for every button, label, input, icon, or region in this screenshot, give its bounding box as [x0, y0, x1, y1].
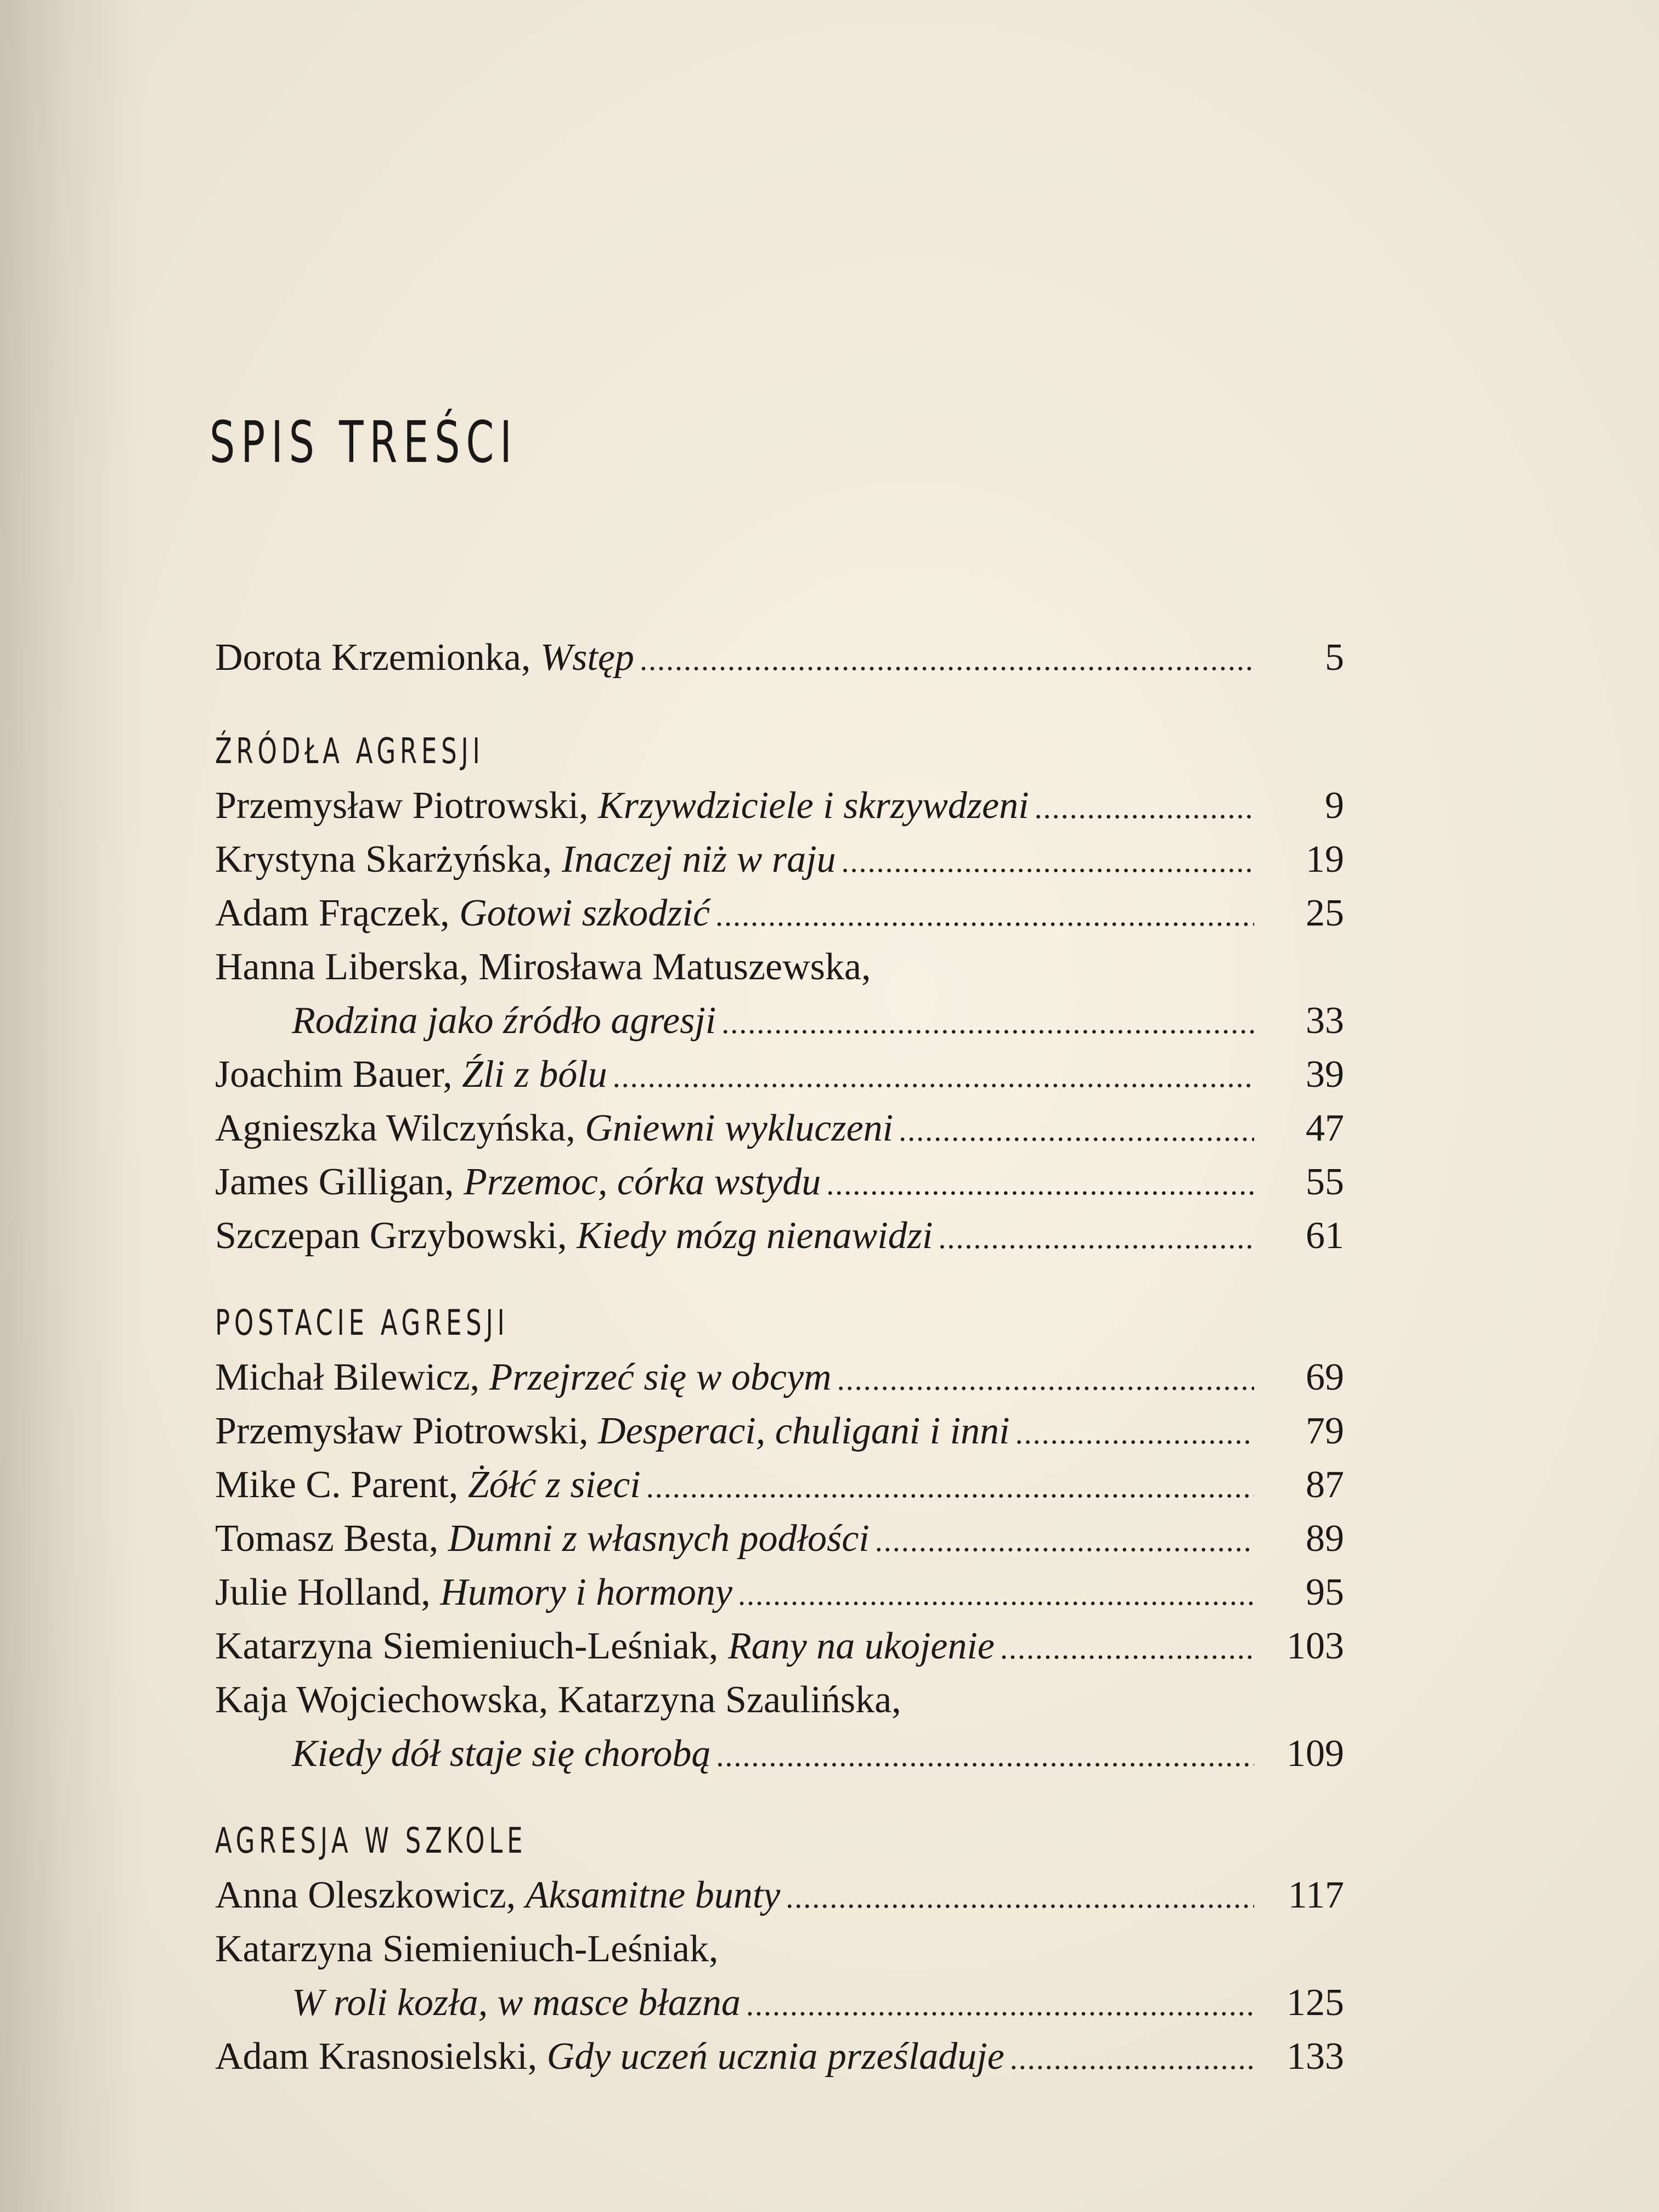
- toc-entry[interactable]: [215, 994, 1344, 1048]
- toc-entry[interactable]: [215, 1155, 1344, 1209]
- section-agresja-w-szkole: [215, 1814, 1344, 2084]
- page-number: 39: [1306, 1053, 1344, 1096]
- entry-title: W roli kozła, w masce błazna: [292, 1982, 741, 2024]
- page-number: 95: [1306, 1571, 1344, 1613]
- entry-author: Tomasz Besta,: [215, 1517, 448, 1560]
- dot-leader: [1015, 1407, 1254, 1460]
- entry-title: Gniewni wykluczeni: [585, 1107, 894, 1149]
- entry-author: Katarzyna Siemieniuch-Leśniak,: [215, 1625, 728, 1667]
- entry-title: Wstęp: [540, 636, 634, 679]
- entry-author: Mike C. Parent,: [215, 1464, 468, 1506]
- dot-leader: [716, 1729, 1254, 1783]
- dot-leader: [640, 633, 1254, 687]
- page-number: 25: [1306, 892, 1344, 934]
- section-heading: ŹRÓDŁA AGRESJI: [215, 731, 484, 772]
- page-number: 5: [1325, 636, 1344, 679]
- entry-title: Krzywdziciele i skrzywdzeni: [598, 785, 1029, 827]
- dot-leader: [837, 1353, 1254, 1407]
- entry-author: James Gilligan,: [215, 1161, 464, 1203]
- toc-entry[interactable]: [215, 1048, 1344, 1102]
- page-number: 125: [1286, 1982, 1344, 2024]
- dot-leader: [1010, 2032, 1254, 2086]
- entry-author: Przemysław Piotrowski,: [215, 785, 599, 827]
- page-number: 89: [1306, 1517, 1344, 1560]
- toc-entry[interactable]: [215, 1351, 1344, 1404]
- toc-entry[interactable]: [215, 779, 1344, 833]
- toc-entry[interactable]: [215, 833, 1344, 887]
- page-number: 61: [1306, 1215, 1344, 1257]
- toc-entry[interactable]: [215, 1620, 1344, 1673]
- entry-title: Rany na ukojenie: [727, 1625, 995, 1667]
- toc-entry[interactable]: [215, 2030, 1344, 2084]
- entry-author: Joachim Bauer,: [215, 1053, 462, 1096]
- toc-entry[interactable]: [215, 887, 1344, 940]
- entry-title: Aksamitne bunty: [525, 1874, 781, 1916]
- toc-entry[interactable]: [215, 1404, 1344, 1458]
- section-postacie-agresji: [215, 1296, 1344, 1781]
- entry-title: Gotowi szkodzić: [459, 892, 710, 934]
- dot-leader: [1035, 781, 1254, 835]
- entry-text: [215, 631, 634, 685]
- dot-leader: [746, 1978, 1254, 2032]
- page-number: 47: [1306, 1107, 1344, 1149]
- entry-author: Anna Oleszkowicz,: [215, 1874, 526, 1916]
- dot-leader: [899, 1104, 1254, 1158]
- section-zrodla-agresji: [215, 724, 1344, 1263]
- show-through-text: [682, 99, 1615, 314]
- dot-leader: [826, 1158, 1254, 1211]
- dot-leader: [786, 1871, 1254, 1925]
- entry-title: Dumni z własnych podłości: [448, 1517, 870, 1560]
- page-number: 109: [1286, 1733, 1344, 1775]
- entry-author: Julie Holland,: [215, 1571, 441, 1613]
- toc-entry[interactable]: [215, 1976, 1344, 2030]
- entry-title: Kiedy dół staje się chorobą: [292, 1733, 711, 1775]
- entry-author: Adam Krasnosielski,: [215, 2035, 547, 2078]
- page-number: 33: [1306, 1000, 1344, 1042]
- section-heading: AGRESJA W SZKOLE: [215, 1821, 527, 1861]
- entry-author: Krystyna Skarżyńska,: [215, 838, 562, 881]
- page-number: 19: [1306, 838, 1344, 881]
- page-number: 103: [1286, 1625, 1344, 1667]
- entry-title: Źli z bólu: [462, 1053, 607, 1096]
- toc-entry[interactable]: [215, 1566, 1344, 1620]
- entry-author: Szczepan Grzybowski,: [215, 1215, 577, 1257]
- page-number: 55: [1306, 1161, 1344, 1203]
- page-title: SPIS TREŚCI: [210, 409, 518, 476]
- section-heading: POSTACIE AGRESJI: [215, 1303, 509, 1344]
- entry-authors-line: Hanna Liberska, Mirosława Matuszewska,: [215, 946, 871, 988]
- page-number: 69: [1306, 1356, 1344, 1398]
- dot-leader: [613, 1050, 1254, 1104]
- toc-entry[interactable]: [215, 1209, 1344, 1263]
- entry-title: Humory i hormony: [440, 1571, 732, 1613]
- dot-leader: [875, 1514, 1254, 1568]
- dot-leader: [842, 835, 1254, 889]
- entry-author: Adam Frączek,: [215, 892, 460, 934]
- page-number: 9: [1325, 785, 1344, 827]
- entry-title: Gdy uczeń ucznia prześladuje: [546, 2035, 1005, 2078]
- book-gutter-shadow: [0, 0, 143, 2212]
- dot-leader: [1000, 1622, 1254, 1675]
- entry-authors-line: Kaja Wojciechowska, Katarzyna Szaulińska,: [215, 1679, 901, 1721]
- toc-entry[interactable]: [215, 1727, 1344, 1781]
- toc-entry-intro[interactable]: [215, 631, 1344, 685]
- entry-author: Michał Bilewicz,: [215, 1356, 489, 1398]
- dot-leader: [738, 1568, 1254, 1622]
- entry-title: Kiedy mózg nienawidzi: [576, 1215, 933, 1257]
- page-number: 87: [1306, 1464, 1344, 1506]
- entry-title: Przemoc, córka wstydu: [463, 1161, 821, 1203]
- toc-entry[interactable]: [215, 1458, 1344, 1512]
- toc-entry[interactable]: [215, 1512, 1344, 1566]
- entry-title: Rodzina jako źródło agresji: [292, 1000, 716, 1042]
- entry-author: Dorota Krzemionka,: [215, 636, 540, 679]
- dot-leader: [721, 996, 1254, 1050]
- entry-author: Przemysław Piotrowski,: [215, 1410, 599, 1452]
- dot-leader: [715, 889, 1254, 943]
- entry-title: Żółć z sieci: [467, 1464, 641, 1506]
- entry-authors-line: Katarzyna Siemieniuch-Leśniak,: [215, 1928, 719, 1970]
- toc-entry[interactable]: [215, 1869, 1344, 1922]
- page-number: 117: [1288, 1874, 1344, 1916]
- entry-title: Inaczej niż w raju: [561, 838, 836, 881]
- entry-author: Agnieszka Wilczyńska,: [215, 1107, 585, 1149]
- page-number: 79: [1306, 1410, 1344, 1452]
- entry-title: Przejrzeć się w obcym: [489, 1356, 832, 1398]
- entry-title: Desperaci, chuligani i inni: [598, 1410, 1010, 1452]
- table-of-contents: [215, 631, 1344, 2084]
- dot-leader: [938, 1211, 1254, 1265]
- dot-leader: [646, 1460, 1254, 1514]
- page-number: 133: [1286, 2035, 1344, 2078]
- toc-entry[interactable]: [215, 1102, 1344, 1155]
